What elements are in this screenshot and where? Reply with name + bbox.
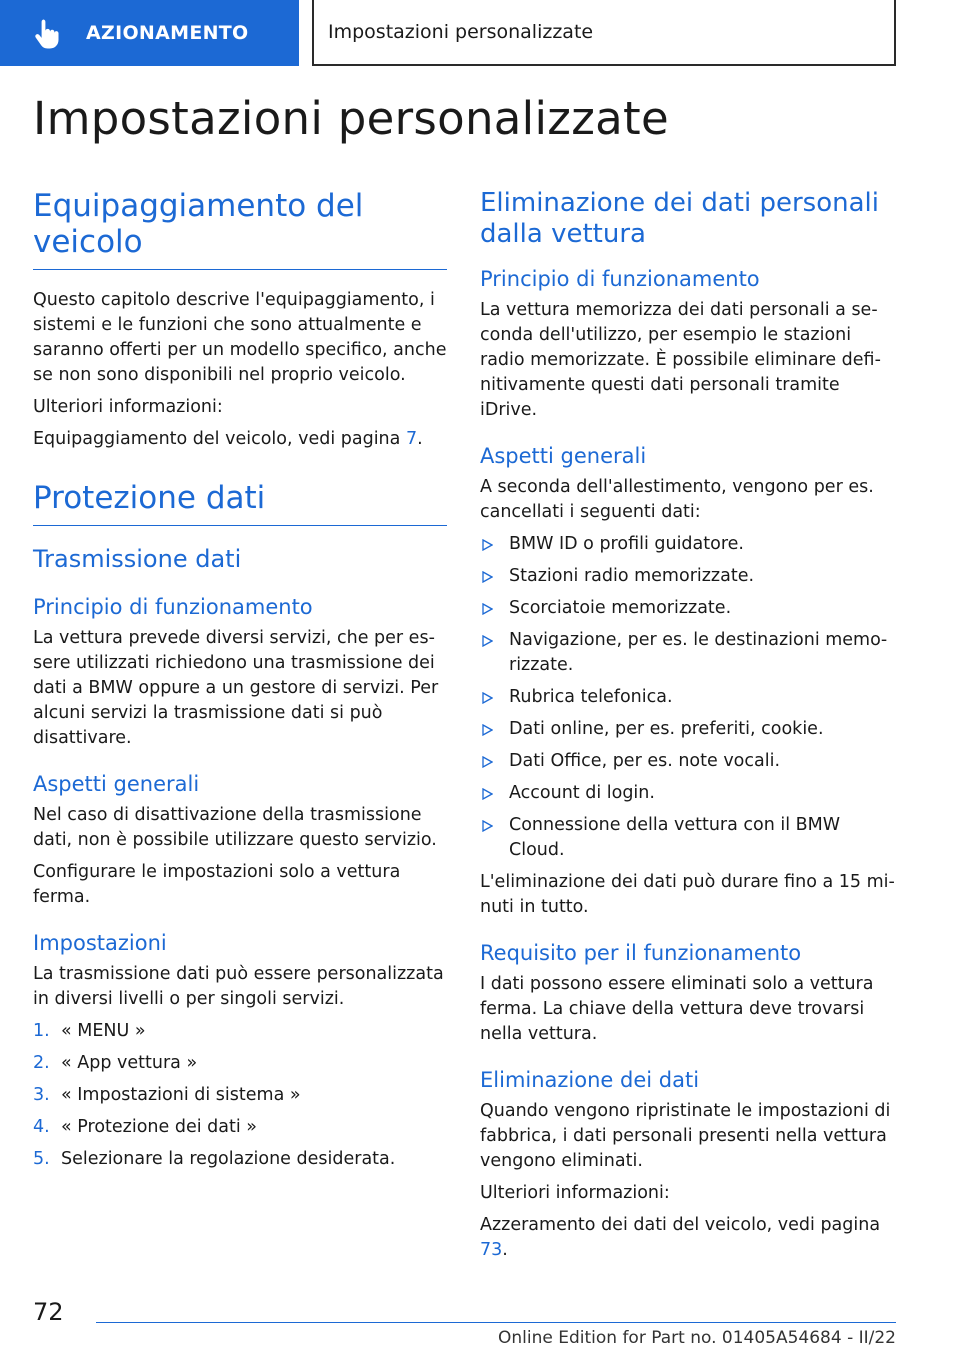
deleted-data-list — [480, 532, 896, 863]
list-item — [480, 717, 896, 742]
right-general-paragraph: A seconda dell'allestimento, vengono per es. cancellati i seguenti dati: — [480, 477, 874, 522]
list-item — [480, 628, 896, 678]
step-item — [33, 1019, 447, 1044]
triangle-bullet-icon — [480, 628, 509, 678]
duration-paragraph: L'eliminazione dei dati può durare fino a 15 minuti in tutto. — [480, 872, 895, 917]
section-tab-label: AZIONAMENTO — [86, 22, 249, 44]
delete-paragraph-1: Quando vengono ripristinate le impostazioni di fabbrica, i dati personali presenti nella vettura vengono eliminati. — [480, 1101, 891, 1171]
general-paragraph-2: Configurare le impostazioni solo a vettura ferma. — [33, 862, 401, 907]
list-item — [480, 749, 896, 774]
settings-steps — [33, 1019, 447, 1172]
list-item-text: Scorciatoie memorizzate. — [509, 598, 732, 618]
privacy-heading: Protezione dati — [33, 480, 447, 526]
delete-reference-end: . — [502, 1240, 508, 1260]
equipment-heading-line1: Equipaggiamento del — [33, 188, 364, 224]
list-item-text: BMW ID o profili guidatore. — [509, 534, 744, 554]
step-text: « MENU » — [61, 1021, 146, 1041]
step-text: « App vettura » — [61, 1053, 198, 1073]
page-link-7[interactable]: 7 — [405, 429, 418, 449]
delete-reference-text: Azzeramento dei dati del veicolo, vedi pagina — [480, 1215, 881, 1235]
delete-reference — [480, 1213, 896, 1263]
list-item — [480, 781, 896, 806]
edition-footer: Online Edition for Part no. 01405A54684 - II/22 — [497, 1328, 896, 1348]
requirement-heading: Requisito per il funzionamento — [480, 941, 802, 965]
chapter-tab[interactable] — [312, 0, 896, 66]
triangle-bullet-icon — [480, 564, 509, 589]
step-number: 4. — [33, 1117, 50, 1137]
equipment-paragraph: Questo capitolo descrive l'equipaggiamento, i sistemi e le funzioni che sono attualmente e saranno offerti per un modello specifico, anche se non sono disponibili nel proprio veicolo. — [33, 290, 447, 385]
step-item — [33, 1083, 447, 1108]
right-principle-paragraph: La vettura memorizza dei dati personali a seconda dell'utilizzo, per esempio le stazioni radio memorizzate. È possibile eliminare definitivamente questi dati personali tramite iDrive. — [480, 300, 881, 420]
right-principle-heading: Principio di funzionamento — [480, 267, 760, 291]
list-item — [480, 564, 896, 589]
triangle-bullet-icon — [480, 685, 509, 710]
step-item — [33, 1115, 447, 1140]
list-item-text: Dati online, per es. preferiti, cookie. — [509, 719, 824, 739]
hand-pointer-icon — [30, 16, 64, 50]
left-column — [33, 188, 447, 1179]
delete-personal-data-heading: Eliminazione dei dati personali dalla vettura — [480, 188, 879, 249]
step-text: Selezionare la regolazione desiderata. — [61, 1149, 396, 1169]
step-item — [33, 1051, 447, 1076]
step-text: « Protezione dei dati » — [61, 1117, 257, 1137]
list-item-text: Navigazione, per es. le destinazioni memorizzate. — [509, 630, 888, 675]
settings-paragraph: La trasmissione dati può essere personalizzata in diversi livelli o per singoli servizi. — [33, 964, 444, 1009]
triangle-bullet-icon — [480, 596, 509, 621]
page-link-73[interactable]: 73 — [480, 1240, 503, 1260]
list-item — [480, 596, 896, 621]
step-number: 5. — [33, 1149, 50, 1169]
reference-end: . — [417, 429, 423, 449]
triangle-bullet-icon — [480, 532, 509, 557]
equipment-heading-line2: veicolo — [33, 224, 143, 260]
footer-divider — [96, 1322, 896, 1323]
data-transmission-heading: Trasmissione dati — [33, 545, 242, 573]
list-item — [480, 532, 896, 557]
delete-data-heading: Eliminazione dei dati — [480, 1068, 700, 1092]
general-paragraph-1: Nel caso di disattivazione della trasmissione dati, non è possibile utilizzare questo servizio. — [33, 805, 437, 850]
equipment-reference — [33, 427, 447, 452]
step-text: « Impostazioni di sistema » — [61, 1085, 301, 1105]
triangle-bullet-icon — [480, 749, 509, 774]
principle-heading: Principio di funzionamento — [33, 595, 313, 619]
list-item-text: Connessione della vettura con il BMW Cloud. — [509, 815, 841, 860]
list-item — [480, 685, 896, 710]
list-item-text: Dati Office, per es. note vocali. — [509, 751, 781, 771]
right-general-heading: Aspetti generali — [480, 444, 647, 468]
equipment-heading — [33, 188, 447, 270]
step-number: 1. — [33, 1021, 50, 1041]
page-number: 72 — [33, 1298, 64, 1326]
section-tab[interactable] — [0, 0, 299, 66]
requirement-paragraph: I dati possono essere eliminati solo a vettura ferma. La chiave della vettura deve trovarsi nella vettura. — [480, 974, 874, 1044]
step-item — [33, 1147, 447, 1172]
reference-text: Equipaggiamento del veicolo, vedi pagina — [33, 429, 406, 449]
right-column — [480, 188, 896, 1270]
more-info-label: Ulteriori informazioni: — [33, 397, 223, 417]
general-heading: Aspetti generali — [33, 772, 200, 796]
principle-paragraph: La vettura prevede diversi servizi, che per essere utilizzati richiedono una trasmissione dei dati a BMW oppure a un gestore di servizi. Per alcuni servizi la trasmissione dati si può disattivare. — [33, 628, 439, 748]
step-number: 2. — [33, 1053, 50, 1073]
list-item — [480, 813, 896, 863]
triangle-bullet-icon — [480, 717, 509, 742]
chapter-tab-label: Impostazioni personalizzate — [328, 21, 594, 43]
page-title: Impostazioni personalizzate — [33, 92, 669, 145]
triangle-bullet-icon — [480, 781, 509, 806]
list-item-text: Rubrica telefonica. — [509, 687, 673, 707]
step-number: 3. — [33, 1085, 50, 1105]
triangle-bullet-icon — [480, 813, 509, 863]
delete-more-info-label: Ulteriori informazioni: — [480, 1183, 670, 1203]
list-item-text: Stazioni radio memorizzate. — [509, 566, 755, 586]
settings-heading: Impostazioni — [33, 931, 167, 955]
list-item-text: Account di login. — [509, 783, 655, 803]
